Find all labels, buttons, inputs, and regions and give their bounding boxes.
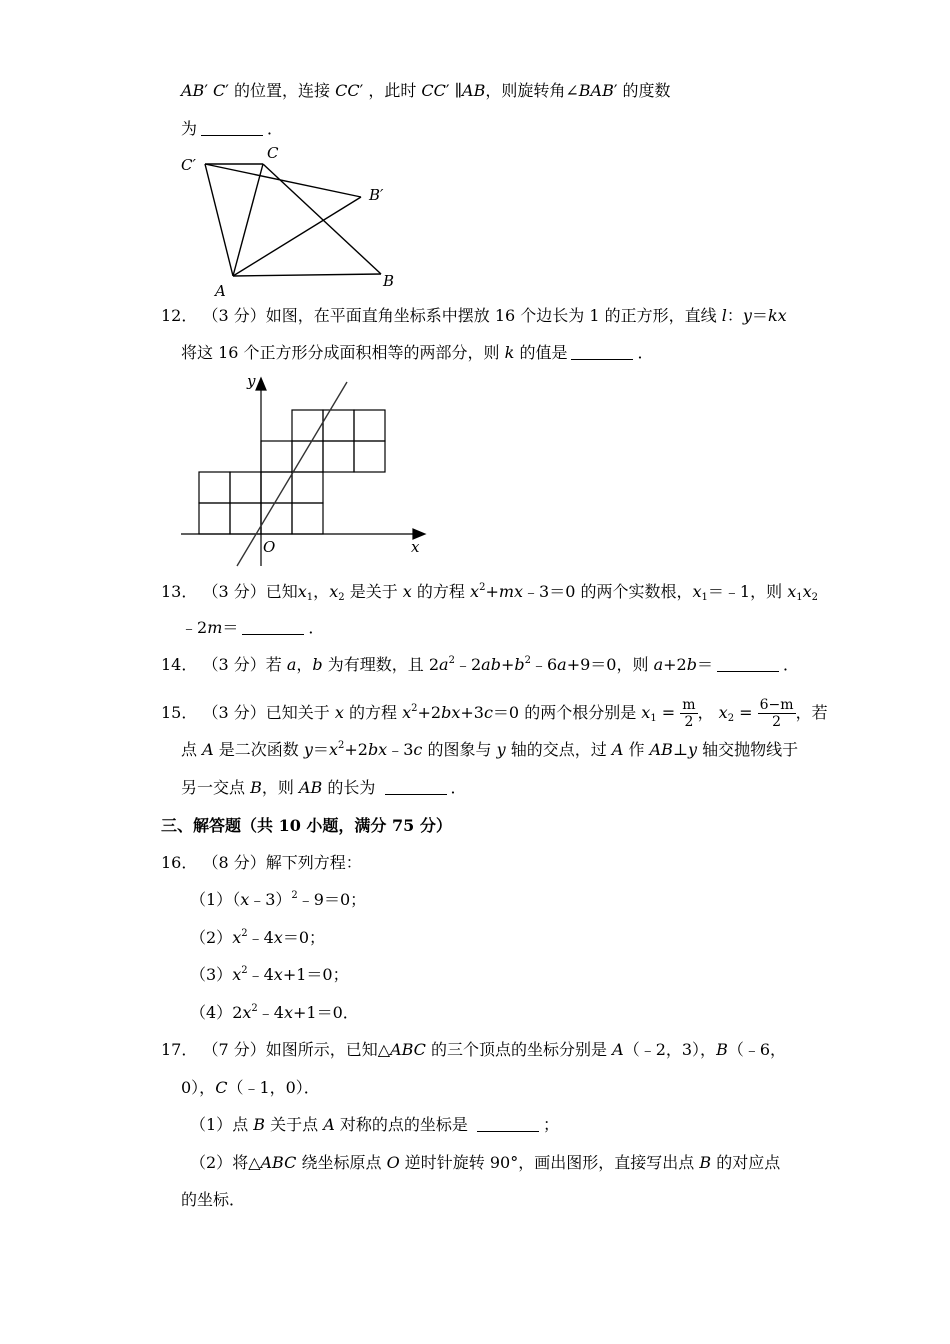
answer-blank[interactable] — [477, 1115, 539, 1132]
q12-line2: 将这 16 个正方形分成面积相等的两部分，则 k 的值是 ． — [181, 343, 654, 362]
answer-blank[interactable] — [201, 119, 263, 136]
y-axis-arrow — [256, 378, 266, 390]
grid-square — [230, 472, 261, 503]
segment-a-b — [233, 274, 381, 276]
grid-square — [292, 410, 323, 441]
grid-square — [199, 503, 230, 534]
q17-line2: 0），C（﹣1，0）． — [181, 1078, 320, 1097]
q17-line1: 17． （7 分）如图所示，已知△ABC 的三个顶点的坐标分别是 A（﹣2，3），B（﹣6， — [161, 1040, 787, 1059]
label-a: A — [215, 282, 226, 300]
segment-a-bprime — [233, 197, 361, 276]
segment-cprime-a — [205, 164, 233, 276]
q16-part2: $(2)x^2﹣4x=0$； — [190, 928, 325, 947]
label-y: y — [247, 372, 256, 390]
grid-square — [323, 441, 354, 472]
q16-part1: （1）（x﹣3）$^2$﹣9＝0； — [190, 890, 367, 909]
answer-blank[interactable] — [571, 343, 633, 360]
grid-square — [354, 410, 385, 441]
q13-line1: 13． （3 分）已知$x_1$，$x_2$ 是关于 x 的方程 $x^2+mx﹣3=0$ 的两个实数根，$x_1=﹣1$，则 $x_1x_2$ — [161, 582, 819, 603]
q11-figure — [175, 140, 415, 300]
answer-blank[interactable] — [385, 778, 447, 795]
grid-square — [292, 503, 323, 534]
q15-line2: 点 A 是二次函数 $y=x^2+2bx﹣3c$ 的图象与 y 轴的交点，过 A 作 AB⊥y 轴交抛物线于 — [181, 740, 799, 759]
q12-figure — [175, 370, 435, 570]
q11-continuation-line1: AB′ C′ 的位置，连接 CC′ ，此时 CC′ ∥AB，则旋转角∠BAB′ 的度数 — [181, 81, 671, 100]
grid-square — [292, 472, 323, 503]
label-x: x — [411, 538, 420, 556]
q17-part2-line1: （2）将△ABC 绕坐标原点 O 逆时针旋转 90°，画出图形，直接写出点 B 的对应点 — [190, 1153, 781, 1172]
q16-line1: 16． （8 分）解下列方程： — [161, 853, 362, 872]
grid-square — [199, 472, 230, 503]
q16-part3: $(3)x^2﹣4x+1=0$； — [190, 965, 349, 984]
answer-blank[interactable] — [242, 618, 304, 635]
grid-square — [354, 441, 385, 472]
label-c-prime: C′ — [181, 156, 196, 174]
q17-part1: （1）点 B 关于点 A 对称的点的坐标是 ； — [190, 1115, 560, 1134]
label-b: B — [383, 272, 395, 290]
grid-square — [230, 503, 261, 534]
answer-blank[interactable] — [717, 655, 779, 672]
segment-cprime-bprime — [205, 164, 361, 197]
label-c: C — [267, 144, 279, 162]
fraction-x2: $\frac{6-m}{2}$ — [759, 697, 794, 730]
fraction-x1: $\frac{m}{2}$ — [682, 697, 696, 730]
q17-part2-line2: 的坐标． — [181, 1190, 246, 1209]
section-title: 三、解答题（共 10 小题，满分 75 分） — [161, 816, 452, 835]
q13-line2: ﹣2m＝ ． — [181, 618, 325, 637]
grid-square — [261, 441, 292, 472]
label-b-prime: B′ — [369, 186, 384, 204]
label-o: O — [263, 538, 276, 556]
q12-line1: 12． （3 分）如图，在平面直角坐标系中摆放 16 个边长为 1 的正方形，直线 l：y＝kx — [161, 306, 787, 325]
q14-line1: 14． （3 分）若 a，b 为有理数，且 $2a^2﹣2ab+b^2﹣6a+9=0$，则 a+2b＝ ． — [161, 655, 799, 674]
q16-part4: $(4)2x^2﹣4x+1=0$． — [190, 1003, 359, 1022]
q11-continuation-line2: 为 ． — [181, 119, 284, 138]
q15-line1: 15． （3 分）已知关于 x 的方程 $x^2+2bx+3c=0$ 的两个根分别是 $x_1$ = $\frac{m}{2}$ ， $x_2$ = $\frac{6-m}{2}$ ，若 — [161, 697, 828, 730]
q15-line3: 另一交点 B，则 AB 的长为 ． — [181, 778, 467, 797]
segment-c-a — [233, 164, 263, 276]
grid-square — [261, 472, 292, 503]
